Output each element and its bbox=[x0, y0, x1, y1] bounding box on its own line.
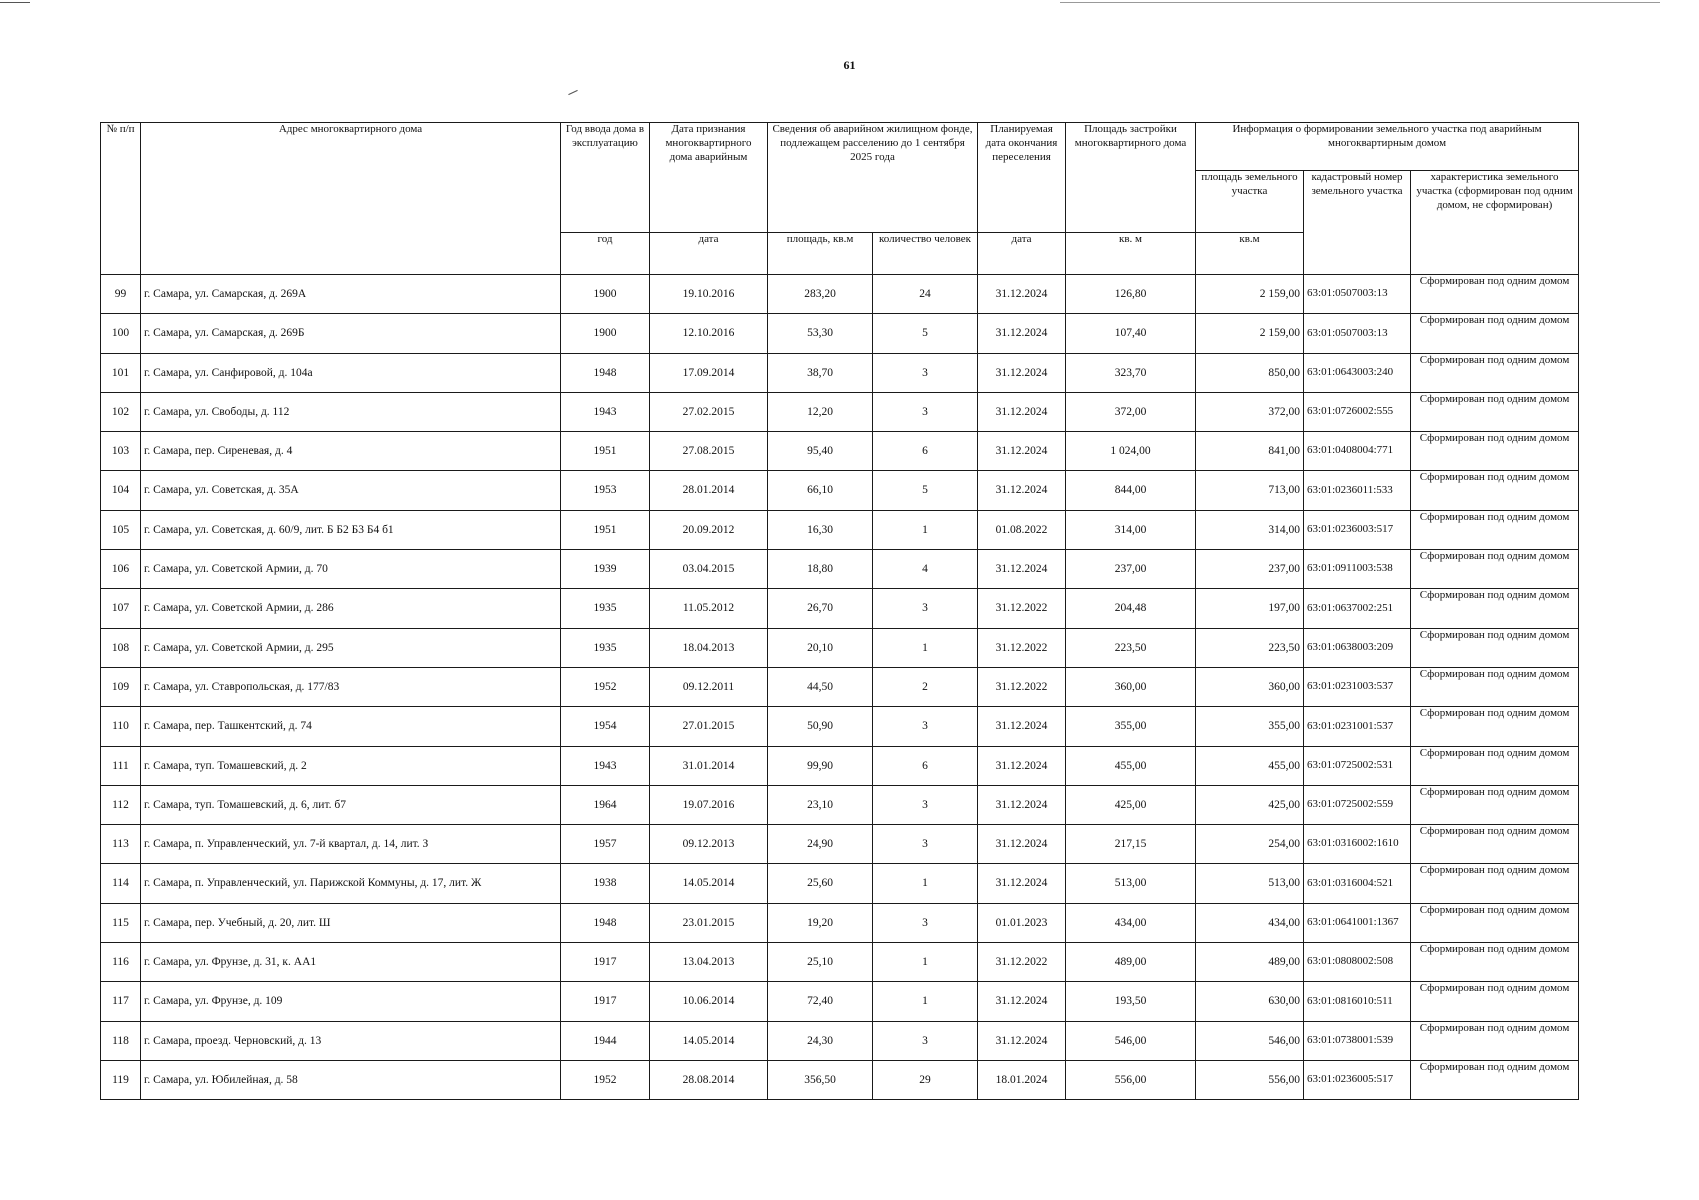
cell-build-area: 489,00 bbox=[1066, 943, 1196, 982]
cell-land-area: 489,00 bbox=[1196, 943, 1304, 982]
cell-plan-date: 31.12.2024 bbox=[978, 353, 1066, 392]
header-land-info: Информация о формировании земельного участка под аварийным многоквартирным домом bbox=[1196, 123, 1579, 171]
cell-address: г. Самара, туп. Томашевский, д. 6, лит. б7 bbox=[141, 785, 561, 824]
cell-people: 6 bbox=[873, 746, 978, 785]
cell-build-area: 556,00 bbox=[1066, 1060, 1196, 1099]
cell-cadastral: 63:01:0738001:539 bbox=[1304, 1021, 1411, 1060]
scan-artifact bbox=[568, 90, 577, 95]
cell-plan-date: 31.12.2022 bbox=[978, 589, 1066, 628]
cell-year: 1944 bbox=[561, 1021, 650, 1060]
cell-plan-date: 31.12.2024 bbox=[978, 432, 1066, 471]
cell-people: 2 bbox=[873, 667, 978, 706]
cell-address: г. Самара, ул. Советской Армии, д. 295 bbox=[141, 628, 561, 667]
cell-cadastral: 63:01:0316004:521 bbox=[1304, 864, 1411, 903]
cell-cadastral: 63:01:0911003:538 bbox=[1304, 550, 1411, 589]
cell-characteristic: Сформирован под одним домом bbox=[1411, 903, 1579, 942]
cell-address: г. Самара, ул. Советская, д. 60/9, лит. Б Б2 Б3 Б4 б1 bbox=[141, 510, 561, 549]
cell-characteristic: Сформирован под одним домом bbox=[1411, 314, 1579, 353]
cell-characteristic: Сформирован под одним домом bbox=[1411, 667, 1579, 706]
cell-year: 1938 bbox=[561, 864, 650, 903]
unit-build-sqm: кв. м bbox=[1066, 233, 1196, 275]
cell-date: 03.04.2015 bbox=[650, 550, 768, 589]
cell-cadastral: 63:01:0643003:240 bbox=[1304, 353, 1411, 392]
table-row bbox=[101, 353, 1579, 392]
table-row bbox=[101, 510, 1579, 549]
cell-cadastral: 63:01:0725002:559 bbox=[1304, 785, 1411, 824]
header-row-1 bbox=[101, 123, 1579, 171]
cell-address: г. Самара, ул. Самарская, д. 269Б bbox=[141, 314, 561, 353]
cell-land-area: 841,00 bbox=[1196, 432, 1304, 471]
cell-cadastral: 63:01:0641001:1367 bbox=[1304, 903, 1411, 942]
table-row bbox=[101, 982, 1579, 1021]
cell-land-area: 355,00 bbox=[1196, 707, 1304, 746]
cell-year: 1964 bbox=[561, 785, 650, 824]
cell-build-area: 204,48 bbox=[1066, 589, 1196, 628]
cell-plan-date: 31.12.2024 bbox=[978, 825, 1066, 864]
unit-plan-date: дата bbox=[978, 233, 1066, 275]
cell-characteristic: Сформирован под одним домом bbox=[1411, 353, 1579, 392]
cell-num: 108 bbox=[101, 628, 141, 667]
cell-date: 14.05.2014 bbox=[650, 1021, 768, 1060]
cell-address: г. Самара, пер. Учебный, д. 20, лит. Ш bbox=[141, 903, 561, 942]
cell-area: 24,90 bbox=[768, 825, 873, 864]
table-row bbox=[101, 314, 1579, 353]
cell-cadastral: 63:01:0507003:13 bbox=[1304, 275, 1411, 314]
cell-plan-date: 31.12.2024 bbox=[978, 982, 1066, 1021]
cell-land-area: 630,00 bbox=[1196, 982, 1304, 1021]
cell-characteristic: Сформирован под одним домом bbox=[1411, 628, 1579, 667]
cell-address: г. Самара, пер. Сиреневая, д. 4 bbox=[141, 432, 561, 471]
cell-plan-date: 01.01.2023 bbox=[978, 903, 1066, 942]
cell-year: 1917 bbox=[561, 943, 650, 982]
cell-cadastral: 63:01:0507003:13 bbox=[1304, 314, 1411, 353]
cell-year: 1954 bbox=[561, 707, 650, 746]
cell-build-area: 126,80 bbox=[1066, 275, 1196, 314]
cell-address: г. Самара, ул. Фрунзе, д. 31, к. АА1 bbox=[141, 943, 561, 982]
cell-build-area: 546,00 bbox=[1066, 1021, 1196, 1060]
cell-date: 09.12.2013 bbox=[650, 825, 768, 864]
cell-year: 1953 bbox=[561, 471, 650, 510]
cell-people: 4 bbox=[873, 550, 978, 589]
cell-characteristic: Сформирован под одним домом bbox=[1411, 785, 1579, 824]
cell-people: 3 bbox=[873, 392, 978, 431]
cell-characteristic: Сформирован под одним домом bbox=[1411, 864, 1579, 903]
header-characteristic: характеристика земельного участка (сформирован под одним домом, не сформирован) bbox=[1411, 171, 1579, 275]
cell-year: 1952 bbox=[561, 1060, 650, 1099]
cell-build-area: 434,00 bbox=[1066, 903, 1196, 942]
cell-address: г. Самара, п. Управленческий, ул. 7-й квартал, д. 14, лит. З bbox=[141, 825, 561, 864]
cell-land-area: 254,00 bbox=[1196, 825, 1304, 864]
cell-people: 3 bbox=[873, 353, 978, 392]
table-row bbox=[101, 1021, 1579, 1060]
cell-address: г. Самара, ул. Юбилейная, д. 58 bbox=[141, 1060, 561, 1099]
cell-date: 27.08.2015 bbox=[650, 432, 768, 471]
cell-date: 11.05.2012 bbox=[650, 589, 768, 628]
table-row bbox=[101, 667, 1579, 706]
cell-area: 38,70 bbox=[768, 353, 873, 392]
header-building-area: Площадь застройки многоквартирного дома bbox=[1066, 123, 1196, 233]
unit-year: год bbox=[561, 233, 650, 275]
cell-year: 1935 bbox=[561, 628, 650, 667]
cell-land-area: 513,00 bbox=[1196, 864, 1304, 903]
table-row bbox=[101, 392, 1579, 431]
cell-cadastral: 63:01:0637002:251 bbox=[1304, 589, 1411, 628]
cell-build-area: 513,00 bbox=[1066, 864, 1196, 903]
cell-area: 95,40 bbox=[768, 432, 873, 471]
cell-num: 111 bbox=[101, 746, 141, 785]
cell-build-area: 455,00 bbox=[1066, 746, 1196, 785]
cell-year: 1957 bbox=[561, 825, 650, 864]
unit-people-count: количество человек bbox=[873, 233, 978, 275]
cell-land-area: 434,00 bbox=[1196, 903, 1304, 942]
cell-land-area: 2 159,00 bbox=[1196, 275, 1304, 314]
cell-plan-date: 31.12.2024 bbox=[978, 707, 1066, 746]
cell-num: 106 bbox=[101, 550, 141, 589]
cell-area: 23,10 bbox=[768, 785, 873, 824]
cell-year: 1951 bbox=[561, 510, 650, 549]
cell-num: 101 bbox=[101, 353, 141, 392]
cell-area: 20,10 bbox=[768, 628, 873, 667]
cell-year: 1951 bbox=[561, 432, 650, 471]
cell-cadastral: 63:01:0316002:1610 bbox=[1304, 825, 1411, 864]
table-row bbox=[101, 707, 1579, 746]
cell-address: г. Самара, ул. Советской Армии, д. 286 bbox=[141, 589, 561, 628]
cell-date: 23.01.2015 bbox=[650, 903, 768, 942]
cell-people: 1 bbox=[873, 943, 978, 982]
unit-land-sqm: кв.м bbox=[1196, 233, 1304, 275]
cell-plan-date: 31.12.2024 bbox=[978, 1021, 1066, 1060]
cell-land-area: 372,00 bbox=[1196, 392, 1304, 431]
header-address: Адрес многоквартирного дома bbox=[141, 123, 561, 275]
cell-cadastral: 63:01:0231001:537 bbox=[1304, 707, 1411, 746]
cell-characteristic: Сформирован под одним домом bbox=[1411, 589, 1579, 628]
header-planned-date: Планируемая дата окончания переселения bbox=[978, 123, 1066, 233]
cell-date: 20.09.2012 bbox=[650, 510, 768, 549]
cell-plan-date: 01.08.2022 bbox=[978, 510, 1066, 549]
cell-date: 18.04.2013 bbox=[650, 628, 768, 667]
cell-num: 103 bbox=[101, 432, 141, 471]
cell-year: 1917 bbox=[561, 982, 650, 1021]
cell-characteristic: Сформирован под одним домом bbox=[1411, 432, 1579, 471]
cell-area: 26,70 bbox=[768, 589, 873, 628]
cell-plan-date: 18.01.2024 bbox=[978, 1060, 1066, 1099]
cell-date: 28.08.2014 bbox=[650, 1060, 768, 1099]
cell-year: 1935 bbox=[561, 589, 650, 628]
header-year-built: Год ввода дома в эксплуатацию bbox=[561, 123, 650, 233]
cell-address: г. Самара, ул. Советской Армии, д. 70 bbox=[141, 550, 561, 589]
cell-land-area: 546,00 bbox=[1196, 1021, 1304, 1060]
cell-characteristic: Сформирован под одним домом bbox=[1411, 825, 1579, 864]
cell-plan-date: 31.12.2024 bbox=[978, 864, 1066, 903]
cell-num: 116 bbox=[101, 943, 141, 982]
cell-plan-date: 31.12.2022 bbox=[978, 943, 1066, 982]
cell-people: 29 bbox=[873, 1060, 978, 1099]
cell-people: 3 bbox=[873, 589, 978, 628]
cell-build-area: 314,00 bbox=[1066, 510, 1196, 549]
cell-land-area: 556,00 bbox=[1196, 1060, 1304, 1099]
cell-address: г. Самара, ул. Советская, д. 35А bbox=[141, 471, 561, 510]
cell-year: 1943 bbox=[561, 746, 650, 785]
cell-date: 19.10.2016 bbox=[650, 275, 768, 314]
cell-people: 1 bbox=[873, 510, 978, 549]
cell-date: 27.01.2015 bbox=[650, 707, 768, 746]
table-body bbox=[101, 275, 1579, 1100]
cell-build-area: 223,50 bbox=[1066, 628, 1196, 667]
cell-build-area: 844,00 bbox=[1066, 471, 1196, 510]
cell-plan-date: 31.12.2022 bbox=[978, 667, 1066, 706]
cell-cadastral: 63:01:0726002:555 bbox=[1304, 392, 1411, 431]
cell-area: 19,20 bbox=[768, 903, 873, 942]
cell-area: 25,60 bbox=[768, 864, 873, 903]
cell-build-area: 372,00 bbox=[1066, 392, 1196, 431]
cell-area: 72,40 bbox=[768, 982, 873, 1021]
cell-area: 18,80 bbox=[768, 550, 873, 589]
cell-num: 113 bbox=[101, 825, 141, 864]
header-emergency-info: Сведения об аварийном жилищном фонде, подлежащем расселению до 1 сентября 2025 года bbox=[768, 123, 978, 233]
cell-cadastral: 63:01:0816010:511 bbox=[1304, 982, 1411, 1021]
cell-area: 283,20 bbox=[768, 275, 873, 314]
table-row bbox=[101, 903, 1579, 942]
cell-area: 24,30 bbox=[768, 1021, 873, 1060]
cell-address: г. Самара, ул. Фрунзе, д. 109 bbox=[141, 982, 561, 1021]
emergency-housing-table bbox=[100, 122, 1579, 1100]
cell-build-area: 1 024,00 bbox=[1066, 432, 1196, 471]
table-row bbox=[101, 589, 1579, 628]
cell-num: 105 bbox=[101, 510, 141, 549]
cell-area: 99,90 bbox=[768, 746, 873, 785]
cell-date: 09.12.2011 bbox=[650, 667, 768, 706]
table-row bbox=[101, 785, 1579, 824]
cell-area: 16,30 bbox=[768, 510, 873, 549]
cell-land-area: 223,50 bbox=[1196, 628, 1304, 667]
cell-date: 27.02.2015 bbox=[650, 392, 768, 431]
cell-area: 53,30 bbox=[768, 314, 873, 353]
unit-date: дата bbox=[650, 233, 768, 275]
cell-cadastral: 63:01:0408004:771 bbox=[1304, 432, 1411, 471]
cell-characteristic: Сформирован под одним домом bbox=[1411, 982, 1579, 1021]
cell-plan-date: 31.12.2024 bbox=[978, 550, 1066, 589]
cell-num: 107 bbox=[101, 589, 141, 628]
table-row bbox=[101, 943, 1579, 982]
cell-area: 66,10 bbox=[768, 471, 873, 510]
cell-plan-date: 31.12.2024 bbox=[978, 746, 1066, 785]
cell-num: 115 bbox=[101, 903, 141, 942]
cell-plan-date: 31.12.2024 bbox=[978, 314, 1066, 353]
cell-year: 1952 bbox=[561, 667, 650, 706]
cell-cadastral: 63:01:0808002:508 bbox=[1304, 943, 1411, 982]
cell-characteristic: Сформирован под одним домом bbox=[1411, 510, 1579, 549]
cell-people: 3 bbox=[873, 1021, 978, 1060]
cell-characteristic: Сформирован под одним домом bbox=[1411, 1021, 1579, 1060]
cell-characteristic: Сформирован под одним домом bbox=[1411, 550, 1579, 589]
cell-characteristic: Сформирован под одним домом bbox=[1411, 707, 1579, 746]
cell-area: 25,10 bbox=[768, 943, 873, 982]
cell-characteristic: Сформирован под одним домом bbox=[1411, 1060, 1579, 1099]
cell-plan-date: 31.12.2024 bbox=[978, 392, 1066, 431]
cell-address: г. Самара, пер. Ташкентский, д. 74 bbox=[141, 707, 561, 746]
cell-land-area: 197,00 bbox=[1196, 589, 1304, 628]
cell-people: 3 bbox=[873, 903, 978, 942]
cell-characteristic: Сформирован под одним домом bbox=[1411, 471, 1579, 510]
cell-land-area: 455,00 bbox=[1196, 746, 1304, 785]
cell-people: 6 bbox=[873, 432, 978, 471]
cell-num: 118 bbox=[101, 1021, 141, 1060]
cell-land-area: 713,00 bbox=[1196, 471, 1304, 510]
cell-build-area: 355,00 bbox=[1066, 707, 1196, 746]
cell-plan-date: 31.12.2024 bbox=[978, 471, 1066, 510]
cell-year: 1939 bbox=[561, 550, 650, 589]
cell-address: г. Самара, ул. Санфировой, д. 104а bbox=[141, 353, 561, 392]
cell-cadastral: 63:01:0236011:533 bbox=[1304, 471, 1411, 510]
cell-characteristic: Сформирован под одним домом bbox=[1411, 746, 1579, 785]
cell-date: 14.05.2014 bbox=[650, 864, 768, 903]
cell-address: г. Самара, п. Управленческий, ул. Парижской Коммуны, д. 17, лит. Ж bbox=[141, 864, 561, 903]
unit-area-sqm: площадь, кв.м bbox=[768, 233, 873, 275]
header-num: № п/п bbox=[101, 123, 141, 275]
cell-year: 1900 bbox=[561, 314, 650, 353]
cell-year: 1948 bbox=[561, 903, 650, 942]
cell-people: 3 bbox=[873, 825, 978, 864]
cell-land-area: 237,00 bbox=[1196, 550, 1304, 589]
table-row bbox=[101, 1060, 1579, 1099]
cell-build-area: 323,70 bbox=[1066, 353, 1196, 392]
cell-build-area: 425,00 bbox=[1066, 785, 1196, 824]
cell-date: 17.09.2014 bbox=[650, 353, 768, 392]
cell-land-area: 360,00 bbox=[1196, 667, 1304, 706]
cell-area: 356,50 bbox=[768, 1060, 873, 1099]
cell-plan-date: 31.12.2022 bbox=[978, 628, 1066, 667]
cell-num: 100 bbox=[101, 314, 141, 353]
cell-people: 1 bbox=[873, 628, 978, 667]
table-row bbox=[101, 432, 1579, 471]
cell-build-area: 107,40 bbox=[1066, 314, 1196, 353]
header-cadastral: кадастровый номер земельного участка bbox=[1304, 171, 1411, 275]
cell-num: 104 bbox=[101, 471, 141, 510]
cell-land-area: 314,00 bbox=[1196, 510, 1304, 549]
cell-year: 1948 bbox=[561, 353, 650, 392]
cell-area: 44,50 bbox=[768, 667, 873, 706]
cell-people: 5 bbox=[873, 471, 978, 510]
cell-area: 50,90 bbox=[768, 707, 873, 746]
cell-cadastral: 63:01:0725002:531 bbox=[1304, 746, 1411, 785]
cell-cadastral: 63:01:0236005:517 bbox=[1304, 1060, 1411, 1099]
cell-cadastral: 63:01:0231003:537 bbox=[1304, 667, 1411, 706]
cell-characteristic: Сформирован под одним домом bbox=[1411, 275, 1579, 314]
cell-people: 24 bbox=[873, 275, 978, 314]
cell-cadastral: 63:01:0638003:209 bbox=[1304, 628, 1411, 667]
header-land-area: площадь земельного участка bbox=[1196, 171, 1304, 233]
cell-land-area: 2 159,00 bbox=[1196, 314, 1304, 353]
cell-num: 117 bbox=[101, 982, 141, 1021]
table-row bbox=[101, 550, 1579, 589]
cell-people: 1 bbox=[873, 864, 978, 903]
cell-people: 5 bbox=[873, 314, 978, 353]
cell-people: 1 bbox=[873, 982, 978, 1021]
header-date-emergency: Дата признания многоквартирного дома аварийным bbox=[650, 123, 768, 233]
cell-land-area: 850,00 bbox=[1196, 353, 1304, 392]
cell-num: 110 bbox=[101, 707, 141, 746]
cell-num: 112 bbox=[101, 785, 141, 824]
cell-plan-date: 31.12.2024 bbox=[978, 785, 1066, 824]
table-row bbox=[101, 825, 1579, 864]
cell-build-area: 237,00 bbox=[1066, 550, 1196, 589]
cell-address: г. Самара, проезд. Черновский, д. 13 bbox=[141, 1021, 561, 1060]
cell-year: 1900 bbox=[561, 275, 650, 314]
cell-date: 13.04.2013 bbox=[650, 943, 768, 982]
page-number: 61 bbox=[843, 58, 856, 72]
table-row bbox=[101, 864, 1579, 903]
cell-num: 109 bbox=[101, 667, 141, 706]
cell-land-area: 425,00 bbox=[1196, 785, 1304, 824]
cell-people: 3 bbox=[873, 707, 978, 746]
table-row bbox=[101, 628, 1579, 667]
cell-area: 12,20 bbox=[768, 392, 873, 431]
cell-date: 19.07.2016 bbox=[650, 785, 768, 824]
table-row bbox=[101, 746, 1579, 785]
cell-build-area: 217,15 bbox=[1066, 825, 1196, 864]
cell-year: 1943 bbox=[561, 392, 650, 431]
cell-people: 3 bbox=[873, 785, 978, 824]
scan-artifact bbox=[0, 2, 30, 3]
cell-num: 119 bbox=[101, 1060, 141, 1099]
cell-address: г. Самара, ул. Ставропольская, д. 177/83 bbox=[141, 667, 561, 706]
cell-characteristic: Сформирован под одним домом bbox=[1411, 943, 1579, 982]
cell-address: г. Самара, ул. Свободы, д. 112 bbox=[141, 392, 561, 431]
cell-num: 99 bbox=[101, 275, 141, 314]
cell-address: г. Самара, туп. Томашевский, д. 2 bbox=[141, 746, 561, 785]
table-row bbox=[101, 471, 1579, 510]
cell-date: 12.10.2016 bbox=[650, 314, 768, 353]
scan-artifact bbox=[1060, 2, 1660, 3]
cell-date: 28.01.2014 bbox=[650, 471, 768, 510]
cell-address: г. Самара, ул. Самарская, д. 269А bbox=[141, 275, 561, 314]
cell-build-area: 193,50 bbox=[1066, 982, 1196, 1021]
cell-build-area: 360,00 bbox=[1066, 667, 1196, 706]
cell-num: 114 bbox=[101, 864, 141, 903]
cell-date: 31.01.2014 bbox=[650, 746, 768, 785]
table-row bbox=[101, 275, 1579, 314]
cell-characteristic: Сформирован под одним домом bbox=[1411, 392, 1579, 431]
cell-plan-date: 31.12.2024 bbox=[978, 275, 1066, 314]
cell-date: 10.06.2014 bbox=[650, 982, 768, 1021]
cell-num: 102 bbox=[101, 392, 141, 431]
cell-cadastral: 63:01:0236003:517 bbox=[1304, 510, 1411, 549]
